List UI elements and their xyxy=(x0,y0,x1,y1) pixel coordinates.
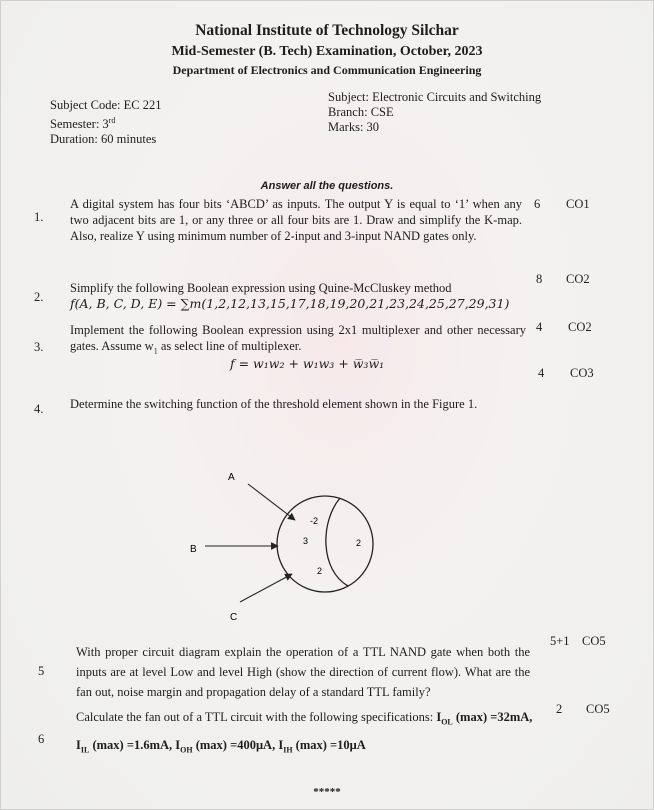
weight-b: 3 xyxy=(303,536,309,546)
institute-name: National Institute of Technology Silchar xyxy=(195,22,459,39)
question-2-text: Simplify the following Boolean expression using Quine-McCluskey method xyxy=(70,281,452,295)
question-3-marks: 4 xyxy=(536,320,543,334)
question-3-expression: f = w₁w₂ + w₁w₃ + w̅₃w̅₁ xyxy=(230,356,385,371)
input-a-label: A xyxy=(228,472,235,483)
threshold-divider xyxy=(326,498,348,586)
input-b-label: B xyxy=(190,544,197,555)
input-a-arrow xyxy=(248,484,295,520)
duration: Duration: 60 minutes xyxy=(50,132,157,147)
subject-code: Subject Code: EC 221 xyxy=(50,98,162,112)
question-5-co: CO5 xyxy=(582,634,606,648)
question-2-co: CO2 xyxy=(566,272,590,286)
question-2-expression: f(A, B, C, D, E) = ∑m(1,2,12,13,15,17,18,19,20,21,23,24,25,27,29,31) xyxy=(70,296,510,311)
threshold-value: 2 xyxy=(356,538,362,548)
question-3-number: 3. xyxy=(34,340,44,354)
question-2-number: 2. xyxy=(34,290,44,304)
input-c-arrow xyxy=(240,574,292,602)
weight-c: 2 xyxy=(317,566,323,576)
threshold-element-figure xyxy=(180,462,400,632)
question-4-marks: 4 xyxy=(538,366,545,380)
question-1-co: CO1 xyxy=(566,197,590,211)
weight-a: -2 xyxy=(310,516,319,526)
question-4-text: Determine the switching function of the threshold element shown in the Figure 1. xyxy=(70,397,478,411)
end-marker: ***** xyxy=(313,786,341,798)
exam-title: Mid-Semester (B. Tech) Examination, October, 2023 xyxy=(171,44,483,59)
semester: Semester: 3rd xyxy=(50,116,116,132)
question-6-text: Calculate the fan out of a TTL circuit with the following specifications: $I_{OL}$ (max) =32mA, $I_{IL}$ (max) =1.6mA, $I_{OH}$ (max) =400μA, $I_{IH}$ (max) =10μA xyxy=(76,710,533,754)
question-3-co: CO2 xyxy=(568,320,592,334)
question-2-marks: 8 xyxy=(536,272,543,286)
info-left xyxy=(50,98,161,147)
question-4-number: 4. xyxy=(34,402,44,416)
question-5-text: With proper circuit diagram explain the operation of a TTL NAND gate when both the inputs are at level Low and level High (show the direction of current flow). What are the fan out, noise margin and propagation delay of a standard TTL family? xyxy=(76,645,530,699)
question-1-number: 1. xyxy=(34,210,44,224)
question-4-co: CO3 xyxy=(570,366,594,380)
question-6-number: 6 xyxy=(38,732,45,746)
question-5-marks: 5+1 xyxy=(550,634,570,648)
question-1-marks: 6 xyxy=(534,197,541,211)
input-c-label: C xyxy=(230,612,238,623)
info-right xyxy=(328,90,541,135)
question-5-number: 5 xyxy=(38,664,45,678)
marks-total: Marks: 30 xyxy=(328,120,380,134)
question-1-text: A digital system has four bits ‘ABCD’ as inputs. The output Y is equal to ‘1’ when any two adjacent bits are 1, or any three or all four bits are 1. Draw and simplify the K-map. Also, realize Y using minimum number of 2-input and 3-input NAND gates only. xyxy=(70,197,522,243)
question-3-text: Implement the following Boolean expression using 2x1 multiplexer and other necessary gates. Assume $w_1$ as select line of multiplexer. xyxy=(70,323,526,356)
branch: Branch: CSE xyxy=(328,105,394,119)
subject-name: Subject: Electronic Circuits and Switching xyxy=(328,90,542,104)
department-name: Department of Electronics and Communication Engineering xyxy=(172,63,482,77)
instruction: Answer all the questions. xyxy=(260,180,394,192)
question-6-marks: 2 xyxy=(556,702,563,716)
question-6-co: CO5 xyxy=(586,702,610,716)
